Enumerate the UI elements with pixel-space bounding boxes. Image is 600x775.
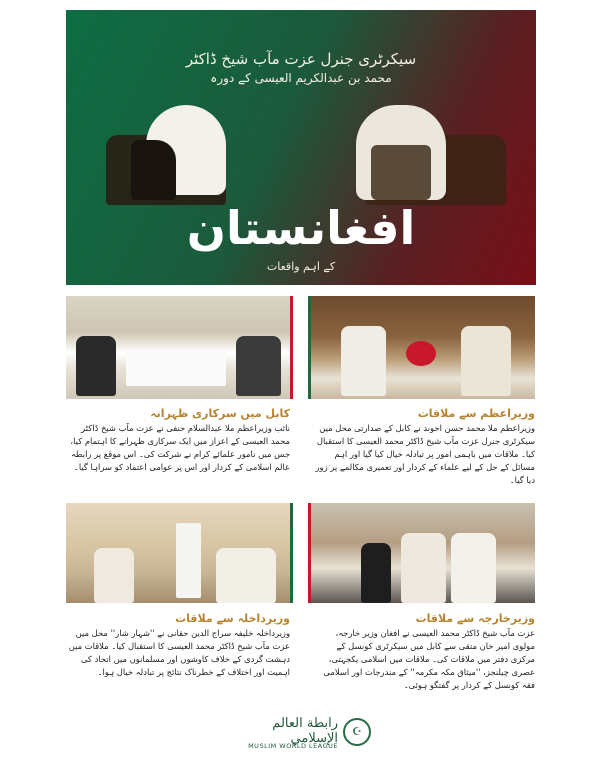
host-figure (216, 548, 276, 603)
flowers (406, 341, 436, 366)
text-fm-meeting: عزت مآب شیخ ڈاکٹر محمد العیسی نے افغان وزیر خارجہ، مولوی امیر خان متقی سے کابل میں سیکرٹری کونسل کے مرکزی دفتر میں ملاقات کی۔ ملاقات میں اسلامی یکجہتی، عصری چیلنجز، ''میثاق مکہ مکرمہ'' کے مندرجات اور اسلامی فقہ کونسل کے کردار پر گفتگو ہوئی۔ (323, 628, 535, 690)
accent-green (290, 503, 293, 603)
robe (131, 140, 176, 200)
photo-interior-minister-meeting (66, 503, 290, 603)
photo-official-lunch (66, 296, 290, 399)
hero-photo (106, 105, 506, 200)
text-interior-minister: وزیرداخلہ خلیفہ سراج الدین حقانی نے ''شہار شار'' محل میں عزت مآب شیخ ڈاکٹر محمد العیسی کا استقبال کیا۔ ملاقات میں دہشت گردی کے خلاف کاوشوں اور مسلمانوں میں اتحاد کی اہمیت اور اختلاف کے خطرناک نتائج پر تبادلہ خیال ہوا۔ (68, 628, 290, 677)
main-title: افغانستان (186, 201, 416, 255)
guest-figure (236, 336, 281, 396)
guard-figure (361, 543, 391, 603)
hero-banner (66, 10, 536, 285)
accent-red (290, 296, 293, 399)
heading-interior-minister: وزیرداخلہ سے ملاقات (175, 612, 290, 625)
vest (371, 145, 431, 200)
heading-pm-meeting: وزیراعظم سے ملاقات (417, 407, 535, 420)
hero-title (66, 50, 536, 88)
hero-title-line1: سیکرٹری جنرل عزت مآب شیخ ڈاکٹر (185, 50, 417, 68)
photo-fm-meeting (311, 503, 535, 603)
dining-table (126, 351, 226, 386)
guest-figure (76, 336, 116, 396)
heading-fm-meeting: وزیرخارجہ سے ملاقات (415, 612, 535, 625)
guest-figure (94, 548, 134, 603)
logo-english: MUSLIM WORLD LEAGUE (248, 742, 338, 750)
guest-figure (341, 326, 386, 396)
hero-title-line2: محمد بن عبدالکریم العیسی کے دورہ (210, 71, 392, 85)
logo-arabic: رابطة العالم الإسلامي (272, 716, 338, 746)
text-official-lunch: نائب وزیراعظم ملا عبدالسلام حنفی نے عزت مآب شیخ ڈاکٹر محمد العیسی کے اعزاز میں ایک سرکاری ظہرانے کا اہتمام کیا، جس میں نامور علمائے کرام نے شرکت کی۔ اس موقع پر رابطہ عالم اسلامی کے کردار اور اس پر عوامی اعتماد کو سراہا گیا۔ (70, 423, 290, 472)
host-figure (461, 326, 511, 396)
text-pm-meeting: وزیراعظم ملا محمد حسن اخوند نے کابل کے صدارتی محل میں سیکرٹری جنرل عزت مآب شیخ ڈاکٹر محمد العیسی کا استقبال کیا۔ ملاقات میں باہمی امور پر تبادلہ خیال کیا گیا اور اہم مسائل کے حل کے لیے علماء کے کردار اور تعمیری مکالمے پر زور دیا گیا۔ (315, 423, 535, 485)
mwl-logo (230, 712, 370, 762)
mwl-seal-icon: ☪ (343, 718, 371, 746)
photo-pm-meeting (311, 296, 535, 399)
heading-official-lunch: کابل میں سرکاری ظہرانہ (150, 407, 290, 420)
host-figure (451, 533, 496, 603)
guest-figure (401, 533, 446, 603)
flag (176, 523, 201, 598)
sub-title: کے اہم واقعات (266, 260, 336, 273)
